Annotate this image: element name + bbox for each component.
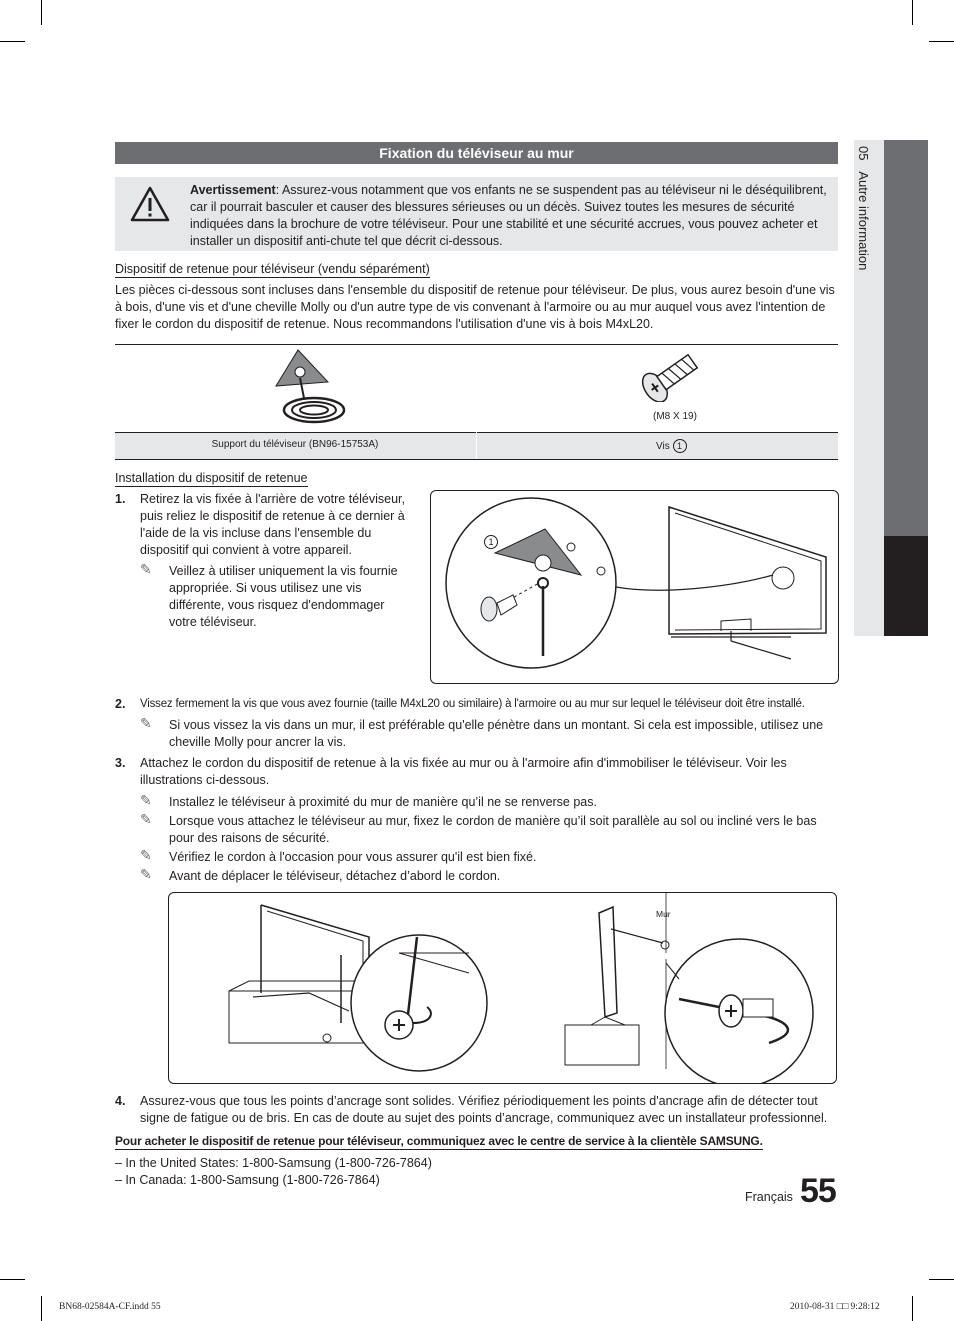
step-2-text: Vissez fermement la vis que vous avez fournie (taille M4xL20 ou similaire) à l'armoire ou au mur sur lequel le téléviseur doit être installé. <box>140 698 805 710</box>
step-number: 3. <box>115 756 126 770</box>
warning-text <box>190 182 832 250</box>
crop-mark <box>929 1279 954 1280</box>
figure-attach-bracket <box>430 490 839 684</box>
bracket-illustration <box>431 491 838 683</box>
crop-mark <box>0 1279 25 1280</box>
contact-canada: – In Canada: 1-800-Samsung (1-800-726-7864) <box>115 1173 380 1187</box>
chapter-number: 05 <box>856 146 871 161</box>
step-number: 4. <box>115 1094 126 1108</box>
page-number: 55 <box>800 1172 836 1210</box>
step-3-note-4: Avant de déplacer le téléviseur, détachez d’abord le cordon. <box>169 869 501 883</box>
purchase-heading: Pour acheter le dispositif de retenue pour téléviseur, communiquez avec le centre de service à la clientèle SAMSUNG. <box>115 1134 763 1148</box>
cord-illustration <box>169 893 836 1083</box>
chapter-label <box>856 146 871 270</box>
section-title: Fixation du téléviseur au mur <box>115 142 838 164</box>
screw-label-group <box>656 439 687 453</box>
warning-body: : Assurez-vous notamment que vos enfants ne se suspendent pas au téléviseur ni le déséquilibrent, car il pourrait basculer et causer des blessures sérieuses ou un décès. Suivez toutes les mesures de sécurité indiquées dans la brochure de votre téléviseur. Pour une stabilité et une sécurité accrues, vous pouvez acheter et installer un dispositif anti-chute tel que décrit ci-dessous. <box>190 183 827 248</box>
step-3-text: Attachez le cordon du dispositif de retenue à la vis fixée au mur ou à l'armoire afin d'immobiliser le téléviseur. Voir les illustrations ci-dessous. <box>140 756 787 787</box>
print-slug-date: 2010-08-31 □□ 9:28:12 <box>790 1302 880 1312</box>
crop-mark <box>41 0 42 25</box>
chapter-tab-marker <box>884 536 928 636</box>
crop-mark <box>929 41 954 42</box>
step-number: 1. <box>115 492 126 506</box>
note-icon: ✎ <box>140 847 152 863</box>
wall-label: Mur <box>656 909 671 919</box>
note-icon: ✎ <box>140 715 152 731</box>
screw-size: (M8 X 19) <box>653 411 697 422</box>
install-heading: Installation du dispositif de retenue <box>115 471 308 485</box>
note-icon: ✎ <box>140 561 152 577</box>
screw-label: Vis <box>656 441 670 452</box>
support-label: Support du téléviseur (BN96-15753A) <box>211 439 379 450</box>
step-3-note-1: Installez le téléviseur à proximité du mur de manière qu’il ne se renverse pas. <box>169 795 597 809</box>
page-language: Français <box>745 1190 793 1204</box>
warning-label: Avertissement <box>190 183 276 197</box>
chapter-title: Autre information <box>856 171 871 271</box>
tv-bracket-image <box>270 346 354 430</box>
screw-number: 1 <box>673 439 687 453</box>
screw-image <box>638 346 704 402</box>
crop-mark <box>0 41 25 42</box>
crop-mark <box>41 1296 42 1321</box>
figure-callout-number: 1 <box>484 535 498 549</box>
figure-anchor-cord <box>168 892 837 1084</box>
restraint-heading: Dispositif de retenue pour téléviseur (vendu séparément) <box>115 262 430 276</box>
contact-us: – In the United States: 1-800-Samsung (1-800-726-7864) <box>115 1156 432 1170</box>
note-icon: ✎ <box>140 792 152 808</box>
restraint-body: Les pièces ci-dessous sont incluses dans l'ensemble du dispositif de retenue pour téléviseur. De plus, vous aurez besoin d'une vis à bois, d'une vis et d'une cheville Molly ou d'un autre type de vis convenant à l'armoire ou au mur auquel vous avez l'intention de fixer le cordon du dispositif de retenue. Nous recommandons l'utilisation d'une vis à bois M4xL20. <box>115 283 835 331</box>
crop-mark <box>912 0 913 25</box>
step-3-note-2: Lorsque vous attachez le téléviseur au mur, fixez le cordon de manière qu’il soit parallèle au sol ou incliné vers le bas pour des raisons de sécurité. <box>169 814 817 845</box>
step-number: 2. <box>115 697 126 711</box>
table-rule <box>115 344 838 345</box>
step-1-note: Veillez à utiliser uniquement la vis fournie appropriée. Si vous utilisez une vis différente, vous risquez d'endommager votre téléviseur. <box>169 564 398 629</box>
step-1-text: Retirez la vis fixée à l'arrière de votre téléviseur, puis reliez le dispositif de retenue à ce dernier à l'aide de la vis incluse dans l'ensemble du dispositif qui convient à votre appareil. <box>140 492 405 557</box>
table-divider <box>476 432 477 459</box>
step-3-note-3: Vérifiez le cordon à l'occasion pour vous assurer qu'il est bien fixé. <box>169 850 537 864</box>
step-2-note: Si vous vissez la vis dans un mur, il est préférable qu'elle pénètre dans un montant. Si cela est impossible, utilisez une cheville Molly pour ancrer la vis. <box>169 718 824 749</box>
note-icon: ✎ <box>140 811 152 827</box>
step-4-text: Assurez-vous que tous les points d’ancrage sont solides. Vérifiez périodiquement les points d'ancrage afin de détecter tout signe de fatigue ou de bris. En cas de doute au sujet des points d’ancrage, communiquez avec un installateur professionnel. <box>140 1094 828 1125</box>
print-slug-file: BN68-02584A-CF.indd 55 <box>59 1302 161 1312</box>
crop-mark <box>912 1296 913 1321</box>
note-icon: ✎ <box>140 866 152 882</box>
warning-icon <box>129 185 171 223</box>
warning-box <box>115 177 838 251</box>
